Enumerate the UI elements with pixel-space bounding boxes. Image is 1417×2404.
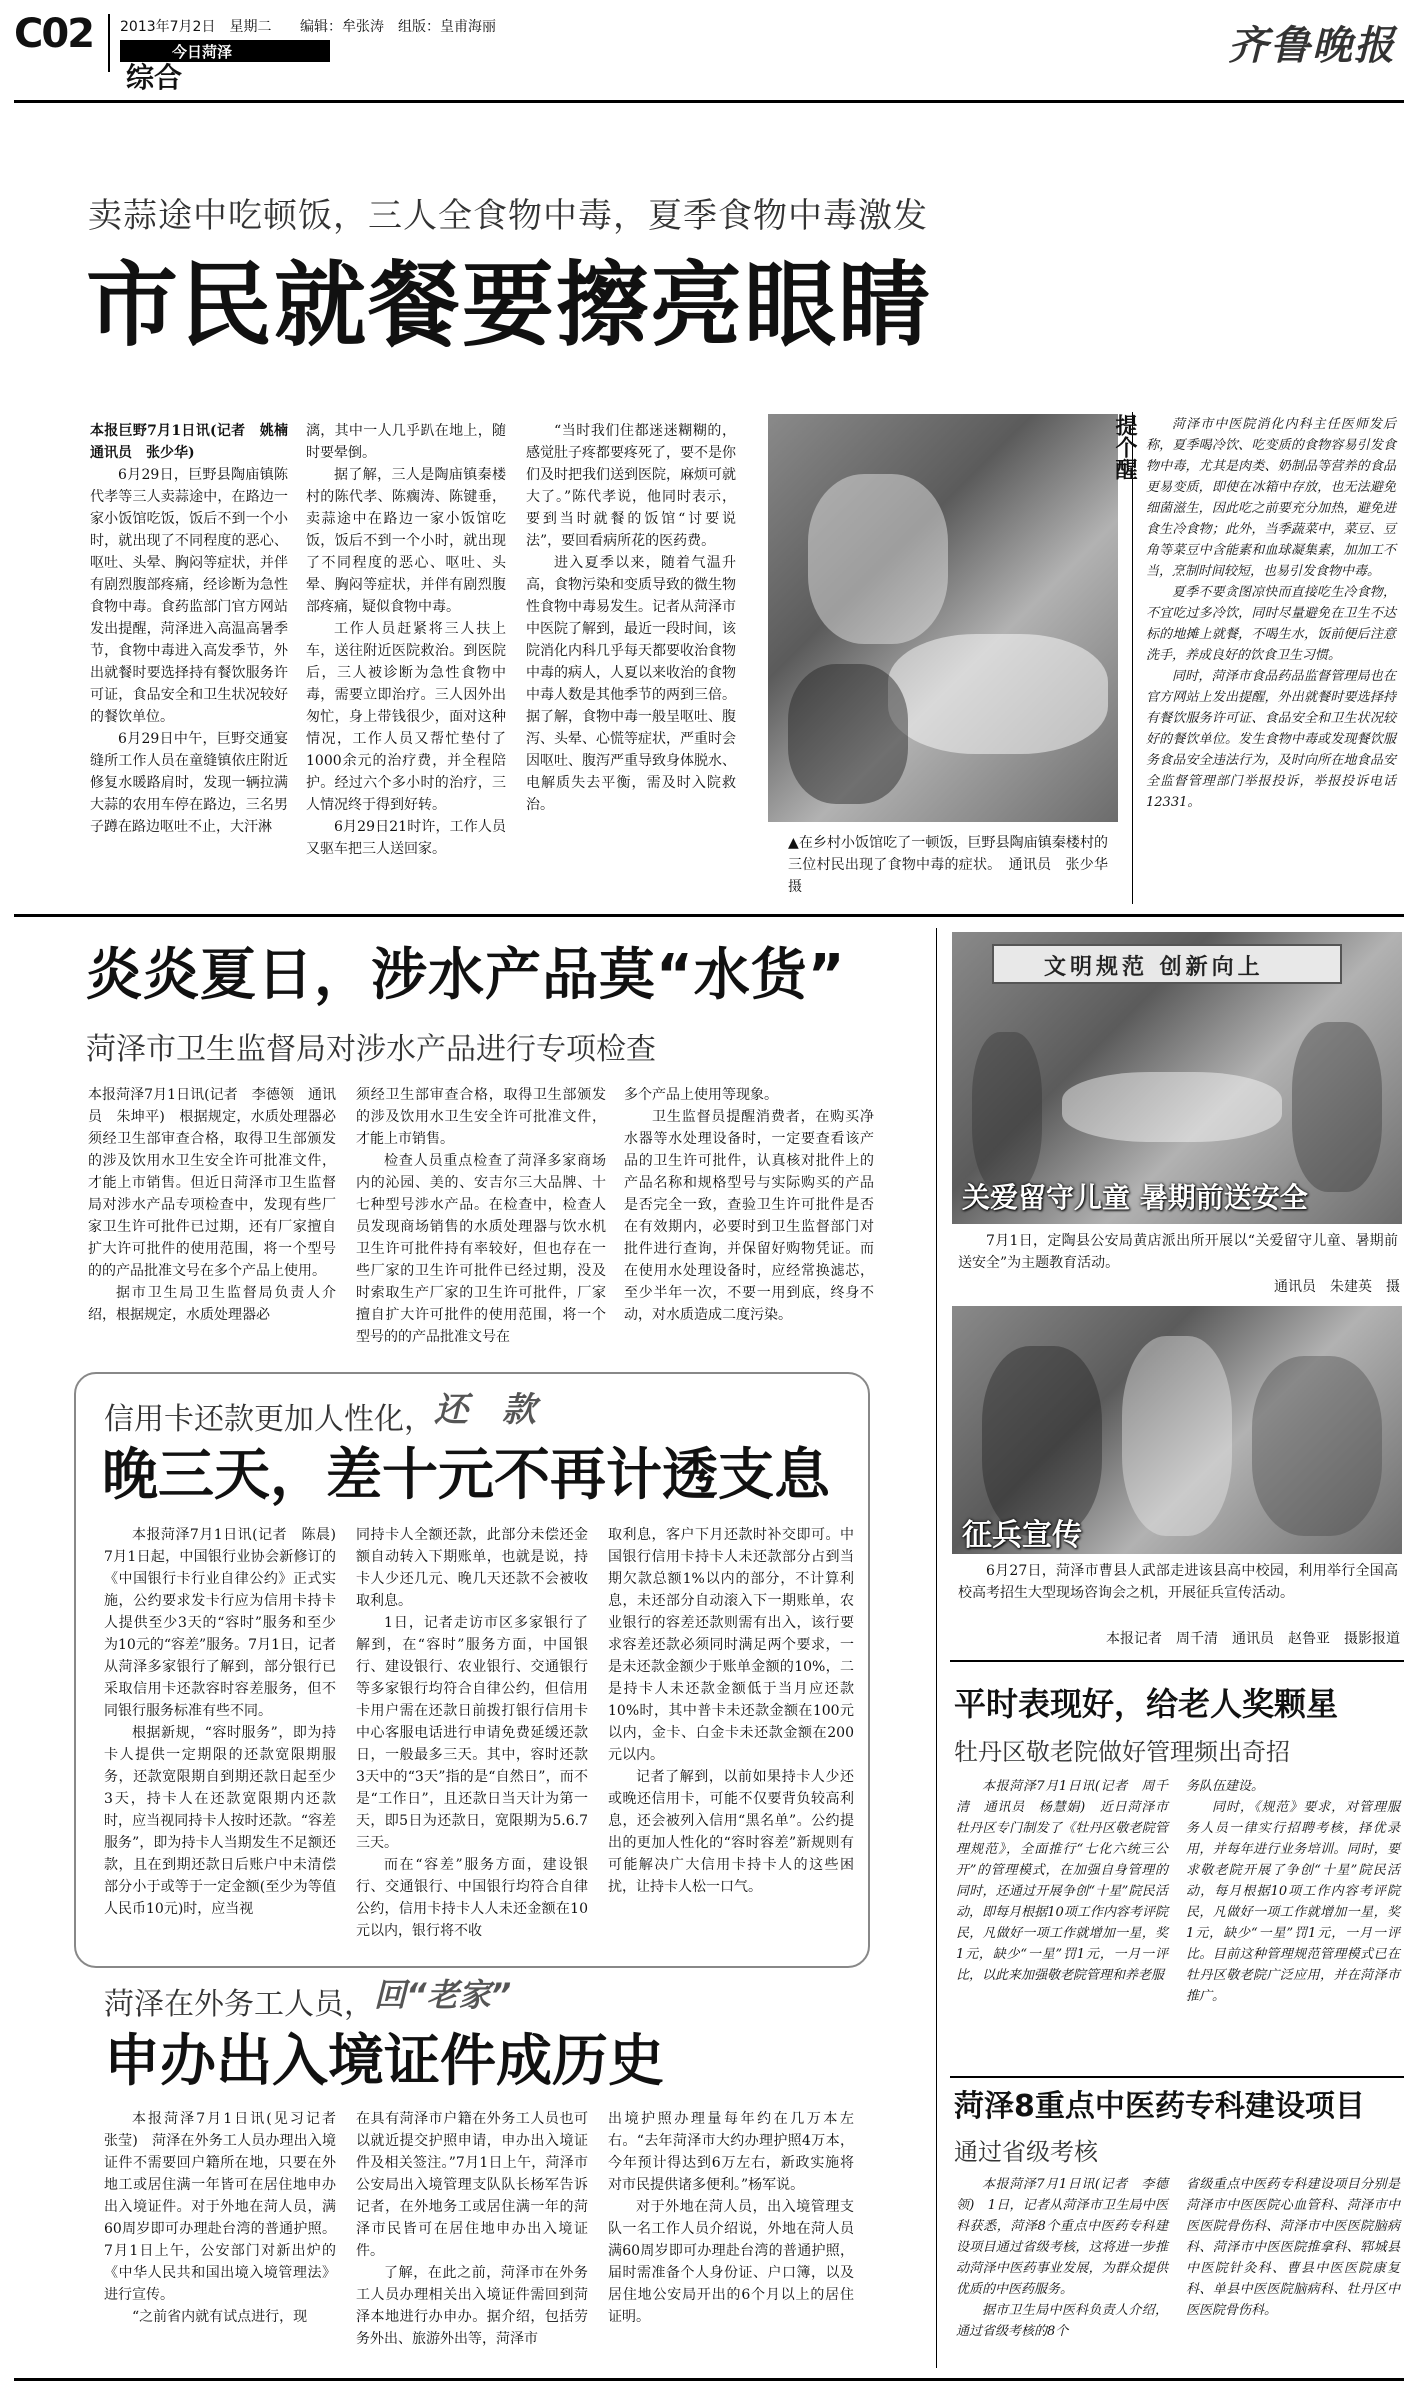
story4-col1 [104,2108,350,2372]
story5-headline: 平时表现好，给老人奖颗星 [954,1685,1339,1723]
right-photo1-title: 关爱留守儿童 暑期前送安全 [962,1181,1308,1214]
story2-col1 [88,1084,336,1360]
right-photo1-sign: 文明规范 创新向上 [1044,954,1264,980]
story2-headline: 炎炎夏日，涉水产品莫“水货” [86,943,846,1008]
story5-col1-p0: 本报菏泽7月1日讯(记者 周千清 通讯员 杨慧娟) 近日菏泽市牡丹区专门制发了《牡丹区敬老院管理规范》，全面推行“七化六统三公开”的管理模式，在加强自身管理的同时，还通过开展争创“十星”院民活动，即每月根据10项工作内容考评院民，凡做好一项工作就增加一星，奖1元，缺少“一星”罚1元，一月一评比，以此来加强敬老院管理和养老服 [956,1779,1168,1983]
section-name: 综合 [126,61,183,94]
issue-date: 2013年7月2日 星期二 [120,19,272,35]
tip-p0: 菏泽市中医院消化内科主任医师发后称，夏季喝冷饮、吃变质的食物容易引发食物中毒，尤其是肉类、奶制品等营养的食品更易变质，即使在冰箱中存放，也无法避免细菌滋生，因此吃之前要充分加热，避免进食生冷食物；此外，当季蔬菜中，菜豆、豆角等菜豆中含能素和血球凝集素，加加工不当，烹制时间较短，也易引发食物中毒。 [1146,417,1396,579]
story3-col1-p1: 根据新规，“容时服务”，即为持卡人提供一定期限的还款宽限期服务，还款宽限期自到期还款日起至少3天，持卡人在还款宽限期内还款时，应当视同持卡人按时还款。“容差服务”，即为持卡人当期发生不足额还款，且在到期还款日后账户中未清偿部分小于或等于一定金额(至少为等值人民币10元)时，应当视 [104,1725,336,1917]
story4-kicker [104,1978,511,2024]
right-photo1 [952,932,1402,1224]
story4-col3-p1: 对于外地在菏人员，出入境管理支队一名工作人员介绍说，外地在菏人员满60周岁即可办理赴台湾的普通护照，届时需准备个人身份证、户口簿，以及居住地公安局开出的6个月以上的居住证明。 [608,2199,854,2325]
story4-col3 [608,2108,854,2372]
story3-kicker-a: 信用卡还款更加人性化， [104,1402,434,1437]
story3-col3-p0: 取利息，客户下月还款时补交即可。中国银行信用卡持卡人未还款部分占到当期欠款总额1%以内的部分，不计算利息，未还部分自动滚入下一期账单，农业银行的容差还款则需有出入，该行要求容差还款必须同时满足两个要求，一是未还款金额少于账单金额的10%，二是持卡人未还款金额低于当月应还款10%时，其中普卡未还款金额在100元以内，金卡、白金卡未还款金额在200元以内。 [608,1527,854,1763]
story6-col1-p0: 本报菏泽7月1日讯(记者 李德领) 1日，记者从菏泽市卫生局中医科获悉，菏泽8个重点中医药专科建设项目通过省级考核，这将进一步推动菏泽中医药事业发展，为群众提供优质的中医药服务。 [956,2177,1168,2297]
story6-col1-p1: 据市卫生局中医科负责人介绍，通过省级考核的8个 [956,2303,1168,2339]
story3-col3 [608,1524,854,1964]
story1-col3-p0: “当时我们住都迷迷糊糊的，感觉肚子疼都要疼死了，要不是你们及时把我们送到医院，麻烦可就大了。”陈代孝说，他同时表示，要到当时就餐的饭馆“讨要说法”，要回看病所花的医药费。 [526,423,736,549]
story1-col2 [306,420,506,900]
story6-subhead: 通过省级考核 [954,2138,1098,2166]
story4-headline: 申办出入境证件成历史 [104,2029,664,2094]
right-photo1-credit: 通讯员 朱建英 摄 [1274,1279,1400,1295]
story1-col2-p3: 6月29日21时许，工作人员又驱车把三人送回家。 [306,819,506,857]
story1-bottom-rule [14,914,1404,917]
story3-col1-p0: 本报菏泽7月1日讯(记者 陈晨) 7月1日起，中国银行业协会新修订的《中国银行卡行业自律公约》正式实施，公约要求发卡行应为信用卡持卡人提供至少3天的“容时”服务和至少为10元的“容差”服务。7月1日，记者从菏泽多家银行了解到，部分银行已采取信用卡还款容时容差服务，但不同银行服务标准有些不同。 [104,1527,350,1719]
story1-col3 [526,420,736,900]
right-photo2-credit: 本报记者 周千清 通讯员 赵鲁亚 摄影报道 [1106,1631,1400,1647]
story6-col2-p0: 省级重点中医药专科建设项目分别是菏泽市中医医院心血管科、菏泽市中医医院骨伤科、菏泽市中医医院脑病科、菏泽市中医医院推拿科、郓城县中医院针灸科、曹县中医医院康复科、单县中医医院脑病科、牡丹区中医医院骨伤科。 [1186,2177,1400,2318]
story5-col2-p0: 务队伍建设。 [1186,1779,1265,1794]
story5-rule [950,2076,1404,2078]
story1-col2-p0: 漓，其中一人几乎趴在地上，随时要晕倒。 [306,423,506,461]
right-photo2-rule [950,1660,1404,1662]
story4-col1-p0: 本报菏泽7月1日讯(见习记者 张莹) 菏泽在外务工人员办理出入境证件不需要回户籍所在地，只要在外地工或居住满一年皆可在居住地申办出入境证件。对于外地在菏人员，满60周岁即可办理赴台湾的普通护照。7月1日上午，公安部门对新出炉的《中华人民共和国出境入境管理法》进行宣传。 [104,2111,350,2303]
story1-kicker: 卖蒜途中吃顿饭，三人全食物中毒，夏季食物中毒激发 [88,196,928,236]
story4-kicker-b: 回“老家” [374,1976,512,2014]
story6-headline: 菏泽8重点中医药专科建设项目 [954,2089,1365,2124]
tip-label: 提个醒 [1112,414,1137,480]
right-photo2-caption: 6月27日，菏泽市曹县人武部走进该县高中校园，利用举行全国高校高考招生大型现场咨询会之机，开展征兵宣传活动。 [958,1563,1398,1601]
story3-col3-p1: 记者了解到，以前如果持卡人少还或晚还信用卡，可能不仅要背负较高利息，还会被列入信用“黑名单”。公约提出的更加人性化的“容时容差”新规则有可能解决广大信用卡持卡人的这些困扰，让持卡人松一口气。 [608,1769,854,1895]
story2-col3-p1: 卫生监督员提醒消费者，在购买净水器等水处理设备时，一定要查看该产品的卫生许可批件，认真核对批件上的产品名称和规格型号与实际购买的产品是否完全一致，查验卫生许可批件是否在有效期内，必要时到卫生监督部门对批件进行查询，并保留好购物凭证。而在使用水处理设备时，应经常换滤芯，至少半年一次，不要一用到底，终身不动，对水质造成二度污染。 [624,1109,874,1323]
story3-kicker [104,1390,536,1439]
masthead-divider [108,14,110,72]
story4-kicker-a: 菏泽在外务工人员， [104,1987,374,2022]
story1-photo-caption: ▲在乡村小饭馆吃了一顿饭，巨野县陶庙镇秦楼村的三位村民出现了食物中毒的症状。 通讯员 张少华 摄 [788,835,1122,895]
story2-subhead: 菏泽市卫生监督局对涉水产品进行专项检查 [86,1032,656,1067]
story2-col1-p0: 本报菏泽7月1日讯(记者 李德领 通讯员 朱坤平) 根据规定，水质处理器必须经卫生部审查合格，取得卫生部颁发的涉及饮用水卫生安全许可批准文件，才能上市销售。但近日菏泽市卫生监督局对涉水产品专项检查中，发现有些厂家卫生许可批件已过期，还有厂家擅自扩大许可批件的使用范围，将一个型号的的产品批准文号在多个产品上使用。 [88,1087,336,1279]
story3-col2-p1: 1日，记者走访市区多家银行了解到，在“容时”服务方面，中国银行、建设银行、农业银行、交通银行等多家银行均符合自律公约，但信用卡用户需在还款日前拨打银行信用卡中心客服电话进行申请免费延缓还款日，一般最多三天。其中，容时还款3天中的“3天”指的是“自然日”，而不是“工作日”，且还款日当天计为第一天，即5日为还款日，宽限期为5.6.7三天。 [356,1615,588,1851]
story5-col2-p1: 同时，《规范》要求，对管理服务人员一律实行招聘考核，择优录用，并每年进行业务培训。同时，要求敬老院开展了争创“十星”院民活动，每月根据10项工作内容考评院民，凡做好一项工作就增加一星，奖1元，缺少“一星”罚1元，一月一评比。目前这种管理规范管理模式已在牡丹区敬老院广泛应用，并在菏泽市推广。 [1186,1800,1400,2004]
tip-text [1146,414,1396,904]
story4-col2-p1: 了解，在此之前，菏泽市在外务工人员办理相关出入境证件需回到菏泽本地进行办申办。据介绍，包括劳务外出、旅游外出等，菏泽市 [356,2265,588,2347]
story3-kicker-b: 还 款 [434,1390,536,1430]
tip-divider [1132,412,1133,904]
story1-col1-p2: 6月29日中午，巨野交通宴缝所工作人员在童缝镇依庄附近修复水暖路肩时，发现一辆拉满大蒜的农用车停在路边，三名男子蹲在路边呕吐不止，大汗淋 [90,731,288,835]
masthead-rule [14,100,1404,103]
tip-p1: 夏季不要贪图凉快而直接吃生冷食物，不宜吃过多冷饮，同时尽量避免在卫生不达标的地摊上就餐，不喝生水，饭前便后注意洗手，养成良好的饮食卫生习惯。 [1146,585,1396,663]
right-photo2 [952,1306,1402,1554]
story1-photo [768,414,1118,822]
story1-col2-p2: 工作人员赶紧将三人扶上车，送往附近医院救治。到医院后，三人被诊断为急性食物中毒，需要立即治疗。三人因外出匆忙，身上带钱很少，面对这种情况，工作人员又帮忙垫付了1000余元的治疗费，并全程陪护。经过六个多小时的治疗，三人情况终于得到好转。 [306,621,506,813]
story4-col2 [356,2108,588,2372]
story3-col2-p2: 而在“容差”服务方面，建设银行、交通银行、中国银行均符合自律公约，信用卡持卡人人未还金额在10元以内，银行将不收 [356,1857,588,1939]
paper-logo: 齐鲁晚报 [1228,22,1396,69]
story1-col2-p1: 据了解，三人是陶庙镇秦楼村的陈代孝、陈瘸涛、陈键垂，卖蒜途中在路边一家小饭馆吃饭，饭后不到一个小时，就出现了不同程度的恶心、呕吐、头晕、胸闷等症状，并伴有剧烈腹部疼痛，疑似食物中毒。 [306,467,506,615]
story1-byline: 本报巨野7月1日讯(记者 姚楠 通讯员 张少华) [90,423,302,461]
story3-col1 [104,1524,350,1964]
right-column-divider [936,928,937,2368]
story2-col2 [356,1084,606,1360]
story4-col2-p0: 在具有菏泽市户籍在外务工人员也可以就近提交护照申请，申办出入境证件及相关签注。”7月1日上午，菏泽市公安局出入境管理支队队长杨军告诉记者，在外地务工或居住满一年的菏泽市民皆可在居住地申办出入境证件。 [356,2111,588,2259]
story3-col2-p0: 同持卡人全额还款，此部分未偿还金额自动转入下期账单，也就是说，持卡人少还几元、晚几天还款不会被收取利息。 [356,1527,588,1609]
story1-col3-p1: 进入夏季以来，随着气温升高，食物污染和变质导致的微生物性食物中毒易发生。记者从菏泽市中医院了解到，最近一段时间，该院消化内科几乎每天都要收治食物中毒的病人，人夏以来收治的食物中毒人数是其他季节的两到三倍。据了解，食物中毒一般呈呕吐、腹泻、头晕、心慌等症状，严重时会因呕吐、腹泻严重导致身体脱水、电解质失去平衡，需及时入院救治。 [526,555,736,813]
story2-col1-p1: 据市卫生局卫生监督局负责人介绍，根据规定，水质处理器必 [88,1285,336,1323]
story1-headline: 市民就餐要擦亮眼睛 [86,252,933,359]
story1-col1-p1: 6月29日，巨野县陶庙镇陈代孝等三人卖蒜途中，在路边一家小饭馆吃饭，饭后不到一个小时，就出现了不同程度的恶心、呕吐、头晕、胸闷等症状，并伴有剧烈腹部疼痛，经诊断为急性食物中毒。食药监部门官方网站发出提醒，菏泽进入高温高暑季节，食物中毒进入高发季节，外出就餐时要选择持有餐饮服务许可证，食品安全和卫生状况较好的餐饮单位。 [90,467,288,725]
story4-col1-p1: “之前省内就有试点进行，现 [132,2309,308,2325]
story4-col3-p0: 出境护照办理量每年约在几万本左右。“去年菏泽市大约办理护照4万本，今年预计得达到6万左右，新政实施将对市民提供诸多便利。”杨军说。 [608,2111,854,2193]
story2-col3 [624,1084,874,1360]
section-tag: 今日菏泽 [172,43,233,61]
tip-p2: 同时，菏泽市食品药品监督管理局也在官方网站上发出提醒，外出就餐时要选择持有餐饮服务许可证、食品安全和卫生状况较好的餐饮单位。发生食物中毒或发现餐饮服务食品安全违法行为，及时向所在地食品安全监督管理部门举报投诉，举报投诉电话12331。 [1146,669,1396,810]
story5-col1 [956,1776,1168,2070]
story2-col2-p0: 须经卫生部审查合格，取得卫生部颁发的涉及饮用水卫生安全许可批准文件，才能上市销售。 [356,1087,606,1147]
story5-subhead: 牡丹区敬老院做好管理频出奇招 [954,1738,1290,1766]
editor-credit: 编辑：牟张涛 组版：皇甫海丽 [300,19,496,35]
page-code: C02 [14,11,94,57]
story2-col2-p1: 检查人员重点检查了菏泽多家商场内的沁园、美的、安吉尔三大品牌、十七种型号涉水产品。在检查中，检查人员发现商场销售的水质处理器与饮水机卫生许可批件持有率较好，但也存在一些厂家的卫生许可批件已经过期，没及时索取生产厂家的卫生许可批件，厂家擅自扩大许可批件的使用范围，将一个型号的的产品批准文号在 [356,1153,606,1345]
story5-col2 [1186,1776,1400,2070]
story6-col2 [1186,2174,1400,2370]
story1-col1 [90,420,302,900]
story3-col2 [356,1524,588,1964]
story2-col3-p0: 多个产品上使用等现象。 [624,1087,778,1103]
page-bottom-rule [14,2378,1404,2381]
right-photo1-caption: 7月1日，定陶县公安局黄店派出所开展以“关爱留守儿童、暑期前送安全”为主题教育活动。 [958,1233,1398,1271]
story6-col1 [956,2174,1168,2370]
right-photo2-title: 征兵宣传 [962,1518,1082,1553]
story3-headline: 晚三天，差十元不再计透支息 [102,1443,830,1508]
